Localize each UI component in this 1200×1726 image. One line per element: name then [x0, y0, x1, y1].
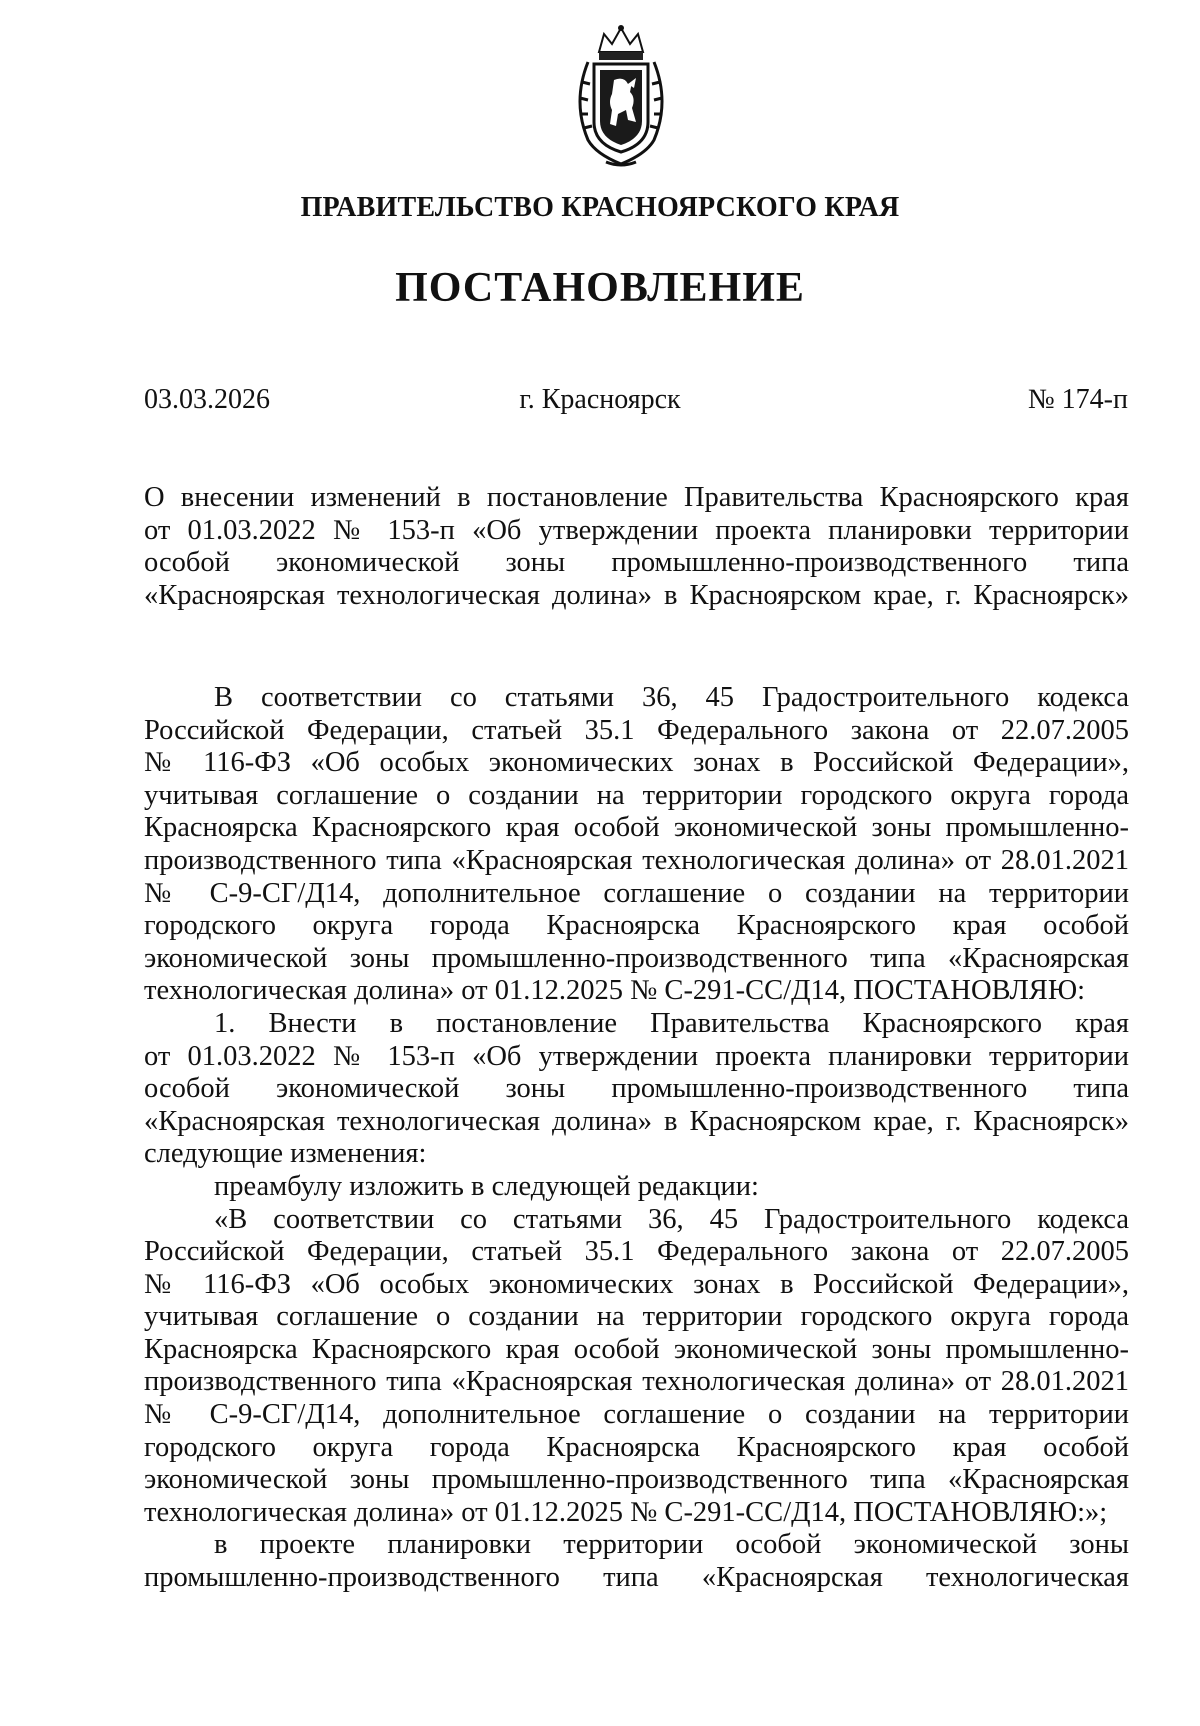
paragraph-line: городского округа города Красноярска Красноярского края особой: [144, 1431, 1129, 1463]
paragraph-line: Красноярска Красноярского края особой экономической зоны промышленно-: [144, 812, 1129, 844]
paragraph-line: в проекте планировки территории особой экономической зоны: [214, 1529, 1129, 1561]
paragraph-line: Красноярска Красноярского края особой экономической зоны промышленно-: [144, 1333, 1129, 1365]
paragraph-line: № 116-ФЗ «Об особых экономических зонах в Российской Федерации»,: [144, 1268, 1129, 1300]
subject-line: О внесении изменений в постановление Правительства Красноярского края: [144, 482, 1129, 513]
coat-of-arms-icon: [566, 22, 676, 170]
subject-line: от 01.03.2022 № 153-п «Об утверждении проекта планировки территории: [144, 514, 1129, 546]
paragraph-line: «Красноярская технологическая долина» в Красноярском крае, г. Красноярск»: [144, 1105, 1129, 1137]
paragraph-line: экономической зоны промышленно-производственного типа «Красноярская: [144, 1464, 1129, 1496]
paragraph-line: 1. Внести в постановление Правительства Красноярского края: [214, 1007, 1129, 1039]
document-type-title: ПОСТАНОВЛЕНИЕ: [395, 265, 805, 311]
paragraph-line: производственного типа «Красноярская технологическая долина» от 28.01.2021: [144, 1366, 1129, 1398]
paragraph-line: экономической зоны промышленно-производственного типа «Красноярская: [144, 942, 1129, 974]
document-subject: [144, 482, 1129, 612]
paragraph-line: технологическая долина» от 01.12.2025 № С-291-СС/Д14, ПОСТАНОВЛЯЮ:»;: [144, 1496, 1108, 1528]
document-body: [144, 682, 1129, 1595]
document-date: 03.03.2026: [144, 384, 270, 415]
paragraph-line: Российской Федерации, статьей 35.1 Федерального закона от 22.07.2005: [144, 714, 1129, 746]
paragraph-line: преамбулу изложить в следующей редакции:: [214, 1170, 759, 1202]
paragraph-line: следующие изменения:: [144, 1138, 427, 1170]
document-number: № 174-п: [1027, 384, 1128, 415]
paragraph-line: № С-9-СГ/Д14, дополнительное соглашение о создании на территории: [144, 877, 1129, 909]
paragraph-line: технологическая долина» от 01.12.2025 № С-291-СС/Д14, ПОСТАНОВЛЯЮ:: [144, 975, 1086, 1007]
paragraph-line: Российской Федерации, статьей 35.1 Федерального закона от 22.07.2005: [144, 1236, 1129, 1268]
paragraph-line: учитывая соглашение о создании на территории городского округа города: [144, 1301, 1129, 1333]
paragraph-line: В соответствии со статьями 36, 45 Градостроительного кодекса: [214, 682, 1129, 713]
paragraph-line: учитывая соглашение о создании на территории городского округа города: [144, 779, 1129, 811]
paragraph-line: «В соответствии со статьями 36, 45 Градостроительного кодекса: [214, 1203, 1129, 1235]
paragraph-line: производственного типа «Красноярская технологическая долина» от 28.01.2021: [144, 844, 1129, 876]
paragraph-line: от 01.03.2022 № 153-п «Об утверждении проекта планировки территории: [144, 1040, 1129, 1072]
organization-name: ПРАВИТЕЛЬСТВО КРАСНОЯРСКОГО КРАЯ: [300, 192, 900, 223]
subject-line: особой экономической зоны промышленно-производственного типа: [144, 547, 1129, 579]
paragraph-line: особой экономической зоны промышленно-производственного типа: [144, 1073, 1129, 1105]
paragraph-line: промышленно-производственного типа «Красноярская технологическая: [144, 1562, 1129, 1594]
subject-line: «Красноярская технологическая долина» в Красноярском крае, г. Красноярск»: [144, 579, 1129, 611]
paragraph-line: городского округа города Красноярска Красноярского края особой: [144, 910, 1129, 942]
paragraph-line: № 116-ФЗ «Об особых экономических зонах в Российской Федерации»,: [144, 747, 1129, 779]
document-city: г. Красноярск: [519, 384, 681, 415]
paragraph-line: № С-9-СГ/Д14, дополнительное соглашение о создании на территории: [144, 1399, 1129, 1431]
